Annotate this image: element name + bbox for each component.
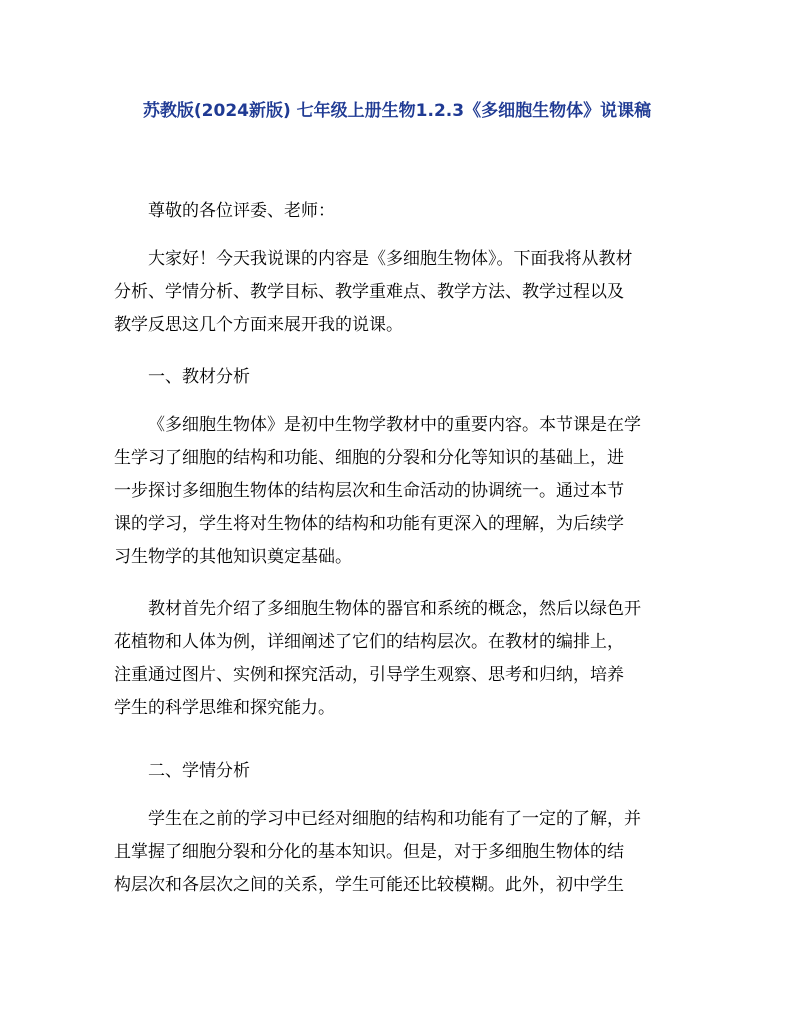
section1-paragraph-2	[114, 593, 684, 725]
paragraph-line: 一步探讨多细胞生物体的结构层次和生命活动的协调统一。通过本节	[114, 481, 624, 501]
document-title: 苏教版(2024新版) 七年级上册生物1.2.3《多细胞生物体》说课稿	[142, 101, 652, 121]
paragraph-line: 学生的科学思维和探究能力。	[114, 698, 335, 718]
paragraph-line: 且掌握了细胞分裂和分化的基本知识。但是，对于多细胞生物体的结	[114, 842, 624, 862]
section-heading-text: 二、学情分析	[148, 761, 250, 781]
intro-line: 大家好！今天我说课的内容是《多细胞生物体》。下面我将从教材	[148, 249, 633, 269]
section1-heading	[114, 361, 684, 394]
paragraph-line: 花植物和人体为例，详细阐述了它们的结构层次。在教材的编排上，	[114, 632, 624, 652]
paragraph-line: 注重通过图片、实例和探究活动，引导学生观察、思考和归纳，培养	[114, 665, 624, 685]
section1-paragraph-1	[114, 409, 684, 574]
intro-paragraph	[114, 243, 684, 342]
greeting-line: 尊敬的各位评委、老师：	[148, 201, 335, 221]
section2-paragraph-1	[114, 803, 684, 902]
paragraph-line: 教材首先介绍了多细胞生物体的器官和系统的概念，然后以绿色开	[148, 599, 641, 619]
intro-line: 教学反思这几个方面来展开我的说课。	[114, 315, 403, 335]
paragraph-line: 习生物学的其他知识奠定基础。	[114, 547, 352, 567]
greeting-paragraph	[114, 195, 684, 228]
section-heading-text: 一、教材分析	[148, 367, 250, 387]
paragraph-line: 生学习了细胞的结构和功能、细胞的分裂和分化等知识的基础上，进	[114, 448, 624, 468]
intro-line: 分析、学情分析、教学目标、教学重难点、教学方法、教学过程以及	[114, 282, 624, 302]
paragraph-line: 《多细胞生物体》是初中生物学教材中的重要内容。本节课是在学	[148, 415, 641, 435]
paragraph-line: 学生在之前的学习中已经对细胞的结构和功能有了一定的了解，并	[148, 809, 641, 829]
section2-heading	[114, 755, 684, 788]
paragraph-line: 构层次和各层次之间的关系，学生可能还比较模糊。此外，初中学生	[114, 875, 624, 895]
paragraph-line: 课的学习，学生将对生物体的结构和功能有更深入的理解，为后续学	[114, 514, 624, 534]
